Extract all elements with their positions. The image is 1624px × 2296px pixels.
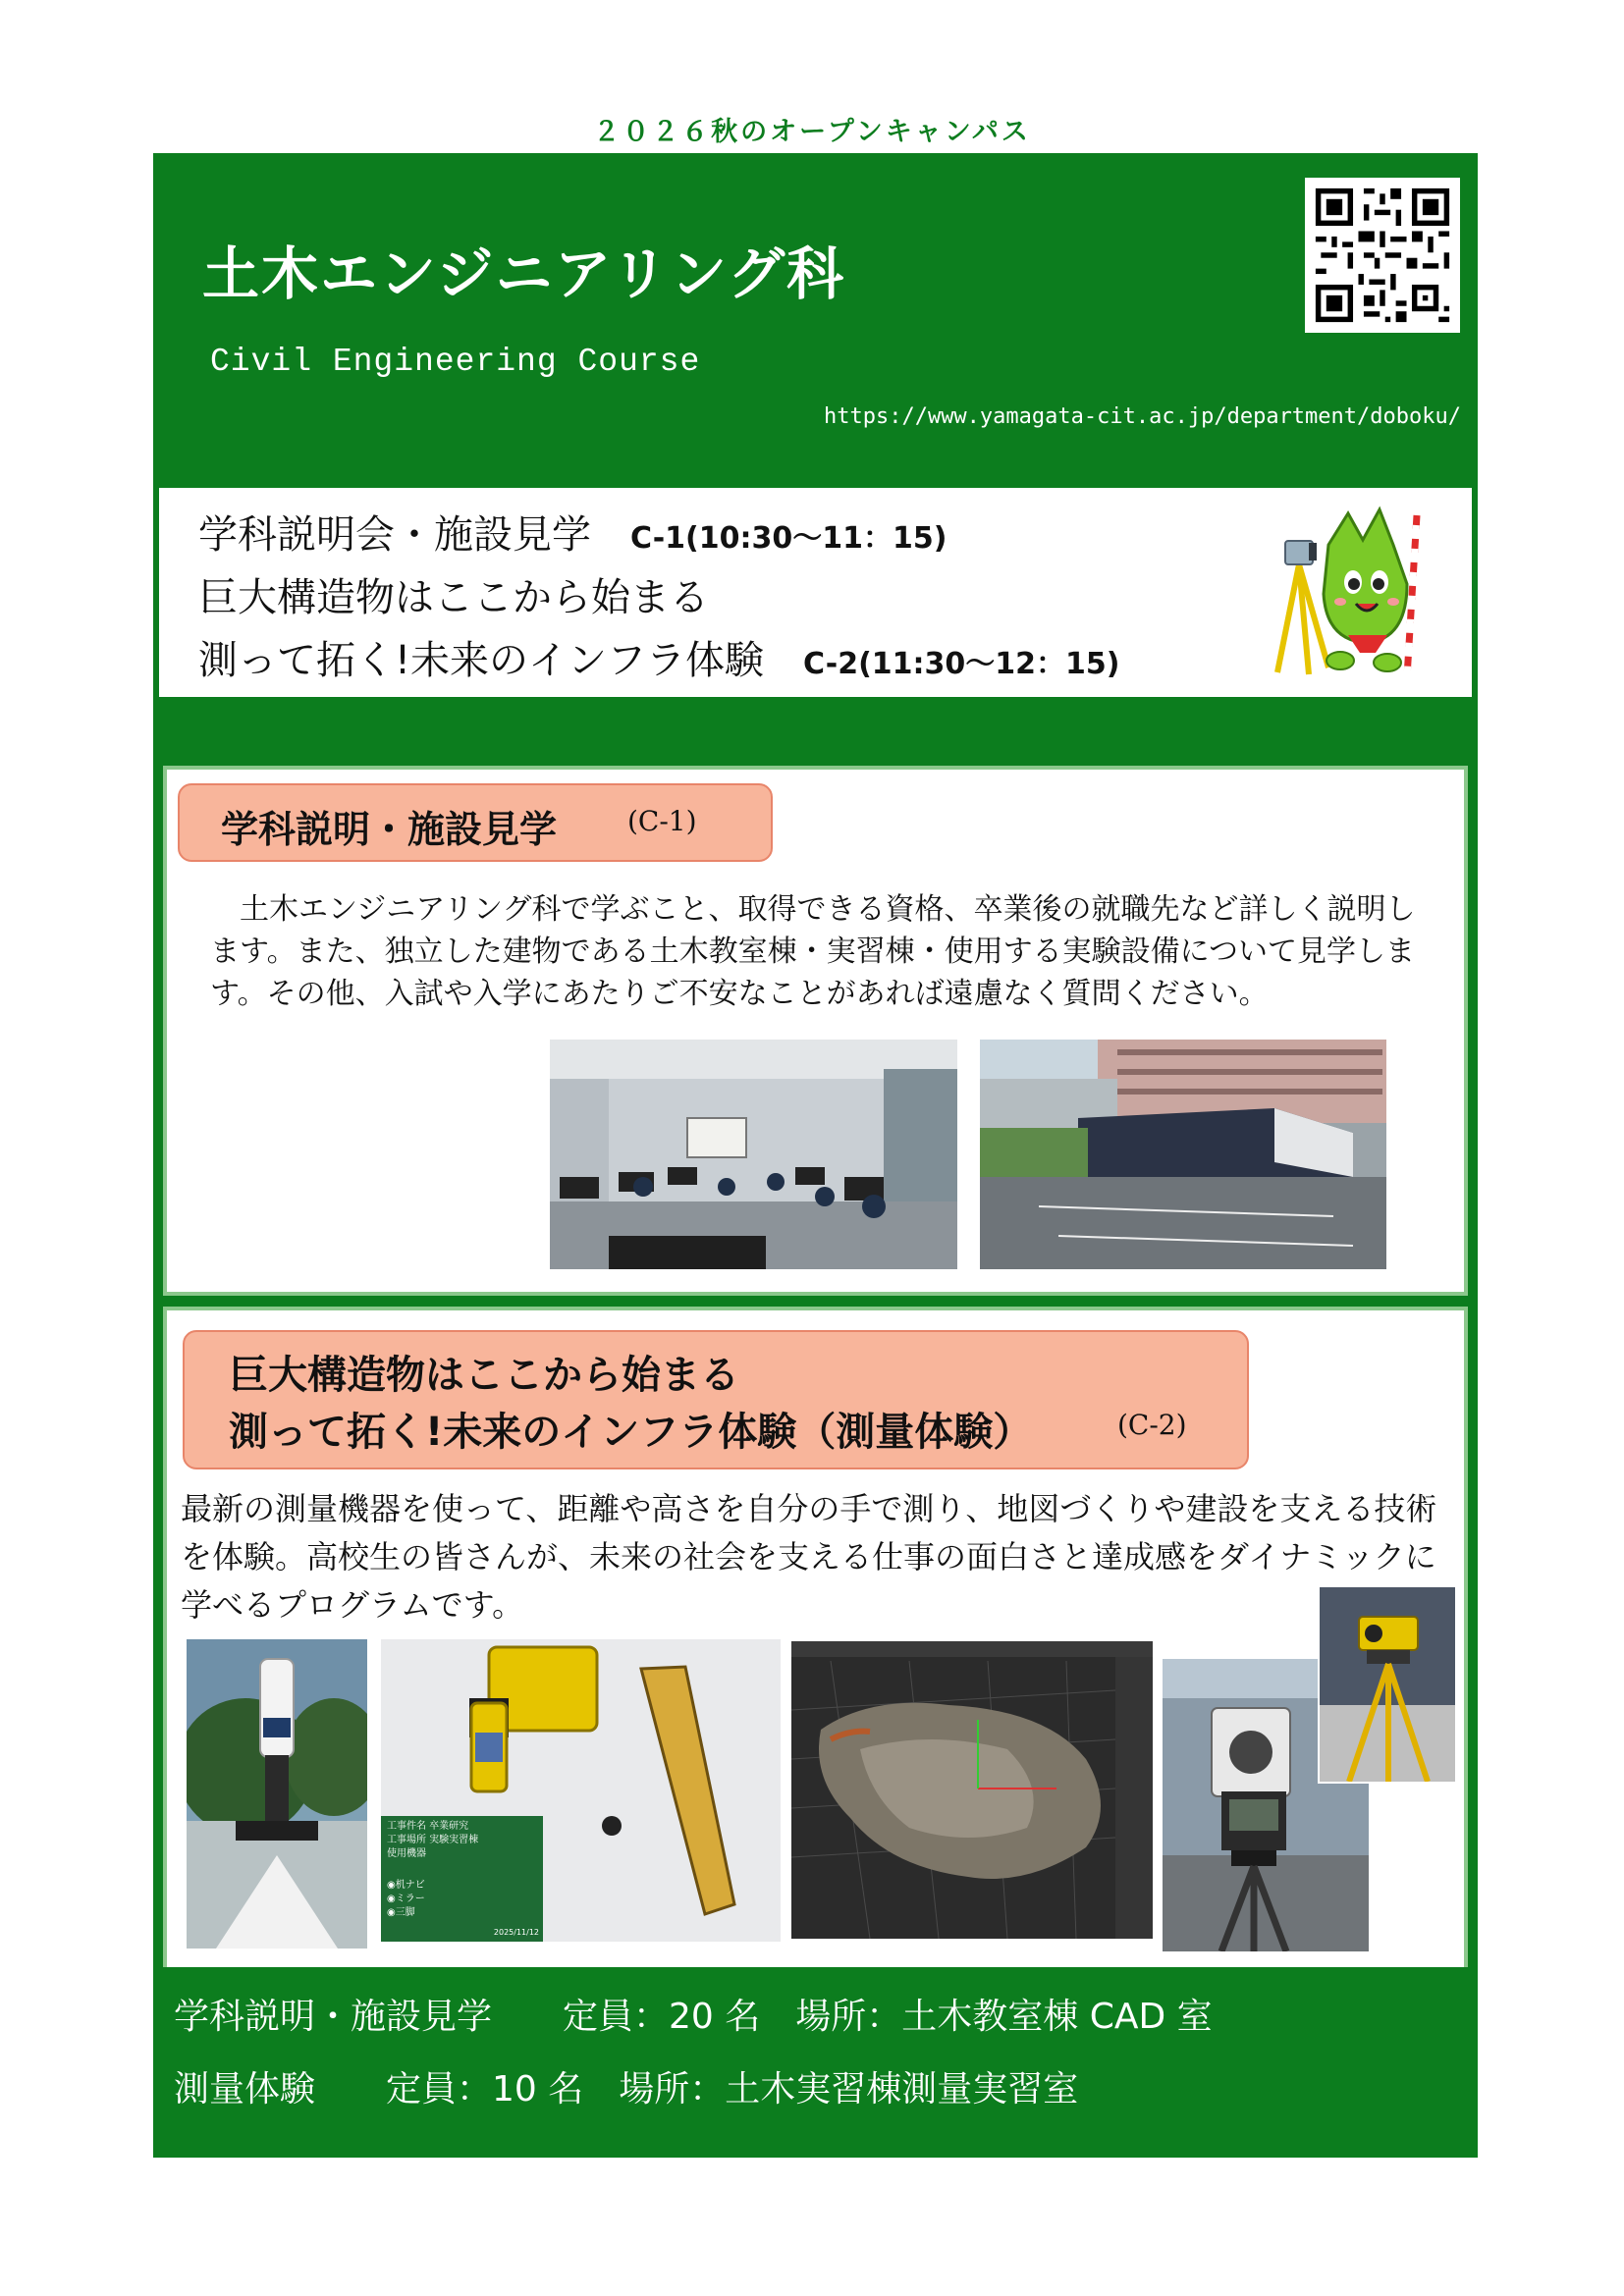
section-2-code: (C-2)	[1117, 1409, 1187, 1441]
classroom-photo	[550, 1040, 957, 1269]
section-2-heading-line-1: 巨大構造物はここから始まる	[229, 1353, 739, 1398]
gnss-receiver-image	[187, 1639, 367, 1949]
signboard-row-1: 工事件名 卒業研究	[387, 1821, 469, 1832]
signboard-row-2: 工事場所 実験実習棟	[387, 1835, 479, 1845]
schedule-line-2: 巨大構造物はここから始まる	[198, 575, 709, 620]
info-bar	[159, 1967, 1472, 2152]
auto-level-photo	[1318, 1585, 1457, 1784]
project-signboard	[381, 1816, 543, 1942]
signboard-item-1: ◉机ナビ	[387, 1880, 425, 1891]
section-1-body: 土木エンジニアリング科で学ぶこと、取得できる資格、卒業後の就職先など詳しく説明します。また、独立した建物である土木教室棟・実習棟・使用する実験設備について見学します。その他、入試や入学にあたりご不安なことがあれば遠慮なく質問ください。	[210, 892, 1416, 1011]
point-cloud-screen-photo	[791, 1641, 1153, 1939]
auto-level-image	[1320, 1587, 1455, 1782]
section-2-heading	[183, 1330, 1249, 1469]
signboard-item-3: ◉三脚	[387, 1907, 415, 1918]
top-note: ２０２６秋のオープンキャンパス	[593, 117, 1031, 147]
schedule-c1-time: C-1(10:30～11：15)	[630, 521, 947, 556]
schedule-c2-title: 測って拓く!未来のインフラ体験	[198, 638, 765, 683]
info-line-1: 学科説明・施設見学 定員：20 名 場所：土木教室棟 CAD 室	[174, 1997, 1213, 2037]
schedule-c2-time: C-2(11:30～12：15)	[803, 647, 1120, 681]
mascot-illustration	[1270, 506, 1446, 682]
info-line-2: 測量体験 定員：10 名 場所：土木実習棟測量実習室	[174, 2069, 1079, 2109]
schedule-c1-title: 学科説明会・施設見学	[198, 512, 591, 558]
page-title: 土木エンジニアリング科	[202, 240, 846, 307]
building-photo	[980, 1040, 1386, 1269]
gnss-receiver-photo	[187, 1639, 367, 1949]
page-subtitle: Civil Engineering Course	[210, 344, 701, 380]
section-1-code: (C-1)	[627, 805, 697, 837]
classroom-image	[550, 1040, 957, 1269]
equipment-photo	[381, 1639, 781, 1942]
signboard-date: 2025/11/12	[493, 1928, 539, 1937]
section-1-heading	[178, 783, 773, 862]
section-1-heading-text: 学科説明・施設見学	[221, 808, 558, 851]
signboard-item-2: ◉ミラー	[387, 1894, 425, 1904]
section-2-body: 最新の測量機器を使って、距離や高さを自分の手で測り、地図づくりや建設を支える技術を体験。高校生の皆さんが、未来の社会を支える仕事の面白さと達成感をダイナミックに学べるプログラムです。	[181, 1490, 1437, 1624]
building-image	[980, 1040, 1386, 1269]
section-2-heading-line-2: 測って拓く!未来のインフラ体験（測量体験）	[229, 1410, 1033, 1455]
signboard-row-3: 使用機器	[387, 1848, 426, 1859]
schedule-line-1	[198, 504, 947, 560]
department-url[interactable]: https://www.yamagata-cit.ac.jp/department/doboku/	[823, 404, 1461, 429]
schedule-line-3	[198, 629, 1120, 685]
schedule-box	[159, 488, 1472, 697]
point-cloud-image	[791, 1641, 1153, 1939]
qr-code-graphic	[1305, 178, 1460, 333]
qr-code	[1305, 178, 1460, 333]
